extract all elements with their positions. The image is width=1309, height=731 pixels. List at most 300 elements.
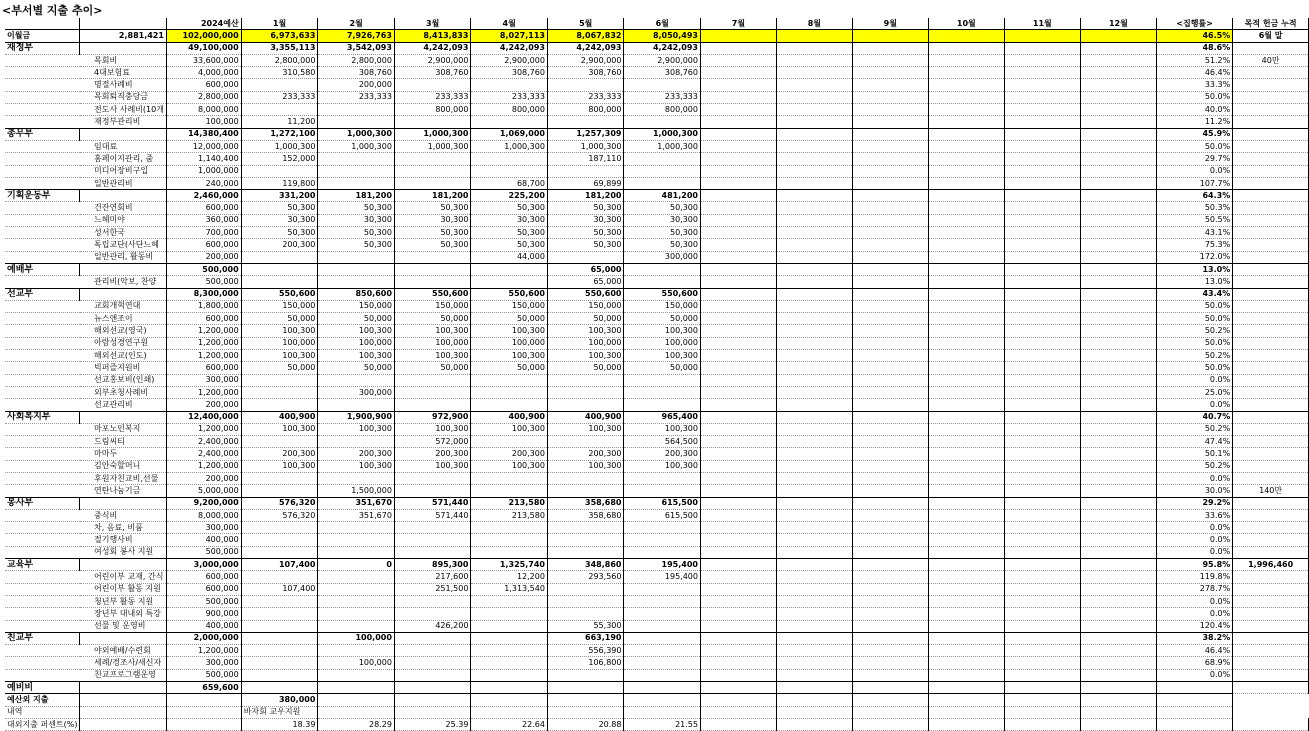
rate-cell: 46.4% bbox=[1156, 645, 1232, 657]
month-cell bbox=[1004, 165, 1080, 177]
rate-cell: 0.0% bbox=[1156, 165, 1232, 177]
month-cell bbox=[1080, 214, 1156, 226]
month-cell bbox=[928, 362, 1004, 374]
budget-cell: 1,200,000 bbox=[166, 645, 241, 657]
month-cell bbox=[852, 128, 928, 140]
month-cell bbox=[852, 423, 928, 435]
item-name: 친교프로그램운영 bbox=[80, 669, 166, 681]
month-cell: 50,300 bbox=[241, 202, 318, 214]
month-cell bbox=[852, 583, 928, 595]
budget-cell: 600,000 bbox=[166, 313, 241, 325]
month-cell bbox=[700, 79, 776, 91]
month-cell bbox=[624, 682, 701, 694]
month-cell bbox=[852, 104, 928, 116]
month-cell: 1,900,900 bbox=[318, 411, 395, 423]
budget-cell: 12,000,000 bbox=[166, 140, 241, 152]
month-cell bbox=[928, 104, 1004, 116]
item-cell-blank bbox=[5, 350, 80, 362]
budget-cell: 500,000 bbox=[166, 546, 241, 558]
item-cell-blank bbox=[5, 485, 80, 497]
month-cell bbox=[928, 67, 1004, 79]
month-cell bbox=[624, 583, 701, 595]
month-cell bbox=[547, 116, 624, 128]
budget-cell: 12,400,000 bbox=[166, 411, 241, 423]
month-cell bbox=[471, 276, 548, 288]
month-cell: 50,000 bbox=[471, 362, 548, 374]
item-name: 여성회 봉사 지원 bbox=[80, 546, 166, 558]
month-cell bbox=[318, 595, 395, 607]
header-month: 11월 bbox=[1004, 18, 1080, 30]
item-row bbox=[5, 227, 1309, 239]
month-cell bbox=[852, 54, 928, 66]
item-name: 차, 음료, 비품 bbox=[80, 522, 166, 534]
month-cell bbox=[700, 128, 776, 140]
month-cell bbox=[700, 239, 776, 251]
month-cell bbox=[852, 595, 928, 607]
month-cell bbox=[1080, 657, 1156, 669]
budget-cell: 500,000 bbox=[166, 669, 241, 681]
month-cell bbox=[547, 595, 624, 607]
month-cell: 50,000 bbox=[547, 313, 624, 325]
item-row bbox=[5, 583, 1309, 595]
month-cell: 358,680 bbox=[547, 509, 624, 521]
month-cell: 0 bbox=[318, 559, 395, 571]
budget-cell: 659,600 bbox=[166, 682, 241, 694]
item-row bbox=[5, 54, 1309, 66]
month-cell: 68,700 bbox=[471, 177, 548, 189]
month-cell bbox=[776, 436, 852, 448]
carry-note: 6월 말 bbox=[1233, 30, 1309, 42]
month-cell bbox=[1080, 190, 1156, 202]
month-cell bbox=[776, 337, 852, 349]
month-cell: 50,000 bbox=[241, 362, 318, 374]
item-row bbox=[5, 620, 1309, 632]
month-cell bbox=[624, 595, 701, 607]
month-cell bbox=[1004, 337, 1080, 349]
month-cell bbox=[471, 79, 548, 91]
month-cell bbox=[700, 337, 776, 349]
note-cell: 140만 bbox=[1233, 485, 1309, 497]
month-cell: 100,300 bbox=[471, 325, 548, 337]
rate-cell: 47.4% bbox=[1156, 436, 1232, 448]
month-cell bbox=[1004, 104, 1080, 116]
month-cell bbox=[547, 79, 624, 91]
month-cell bbox=[1004, 67, 1080, 79]
month-cell bbox=[241, 472, 318, 484]
month-cell bbox=[1004, 423, 1080, 435]
month-cell bbox=[852, 669, 928, 681]
month-cell bbox=[852, 263, 928, 275]
month-cell bbox=[776, 67, 852, 79]
month-cell bbox=[1004, 448, 1080, 460]
month-cell: 308,760 bbox=[624, 67, 701, 79]
item-name: 교회개혁연대 bbox=[80, 300, 166, 312]
month-cell bbox=[852, 534, 928, 546]
month-cell: 251,500 bbox=[394, 583, 471, 595]
month-cell bbox=[1080, 153, 1156, 165]
month-cell bbox=[1004, 362, 1080, 374]
item-cell-blank bbox=[5, 436, 80, 448]
month-cell bbox=[776, 288, 852, 300]
budget-cell: 8,000,000 bbox=[166, 104, 241, 116]
carry-month bbox=[776, 30, 852, 42]
month-cell bbox=[852, 202, 928, 214]
month-cell bbox=[776, 177, 852, 189]
month-cell bbox=[1080, 411, 1156, 423]
month-cell: 30,300 bbox=[241, 214, 318, 226]
month-cell bbox=[928, 202, 1004, 214]
month-cell: 181,200 bbox=[547, 190, 624, 202]
month-cell bbox=[1080, 276, 1156, 288]
month-cell bbox=[776, 448, 852, 460]
item-row bbox=[5, 362, 1309, 374]
header-month: 6월 bbox=[624, 18, 701, 30]
month-cell: 100,000 bbox=[318, 337, 395, 349]
item-cell-blank bbox=[80, 559, 166, 571]
month-cell bbox=[776, 300, 852, 312]
month-cell: 972,900 bbox=[394, 411, 471, 423]
budget-cell: 8,300,000 bbox=[166, 288, 241, 300]
month-cell bbox=[776, 104, 852, 116]
note-cell bbox=[1233, 227, 1309, 239]
item-cell-blank bbox=[5, 79, 80, 91]
month-cell: 2,900,000 bbox=[471, 54, 548, 66]
item-cell-blank bbox=[80, 128, 166, 140]
month-cell: 100,000 bbox=[394, 337, 471, 349]
month-cell: 1,069,000 bbox=[471, 128, 548, 140]
note-cell bbox=[1233, 116, 1309, 128]
month-cell bbox=[852, 300, 928, 312]
budget-cell: 8,000,000 bbox=[166, 509, 241, 521]
item-row bbox=[5, 386, 1309, 398]
item-cell-blank bbox=[5, 91, 80, 103]
month-cell: 1,000,300 bbox=[318, 140, 395, 152]
month-cell bbox=[241, 436, 318, 448]
item-name: 드림씨티 bbox=[80, 436, 166, 448]
rate-cell: 172.0% bbox=[1156, 251, 1232, 263]
month-cell bbox=[852, 448, 928, 460]
item-row bbox=[5, 116, 1309, 128]
month-cell bbox=[776, 313, 852, 325]
item-row bbox=[5, 534, 1309, 546]
header-month: 3월 bbox=[394, 18, 471, 30]
month-cell bbox=[318, 534, 395, 546]
item-name: 마포노인복지 bbox=[80, 423, 166, 435]
month-cell bbox=[852, 42, 928, 54]
month-cell bbox=[928, 79, 1004, 91]
month-cell bbox=[852, 620, 928, 632]
month-cell: 351,670 bbox=[318, 497, 395, 509]
month-cell: 576,320 bbox=[241, 497, 318, 509]
month-cell bbox=[700, 177, 776, 189]
month-cell: 1,000,300 bbox=[624, 128, 701, 140]
month-cell bbox=[318, 546, 395, 558]
note-cell bbox=[1233, 337, 1309, 349]
month-cell bbox=[394, 116, 471, 128]
month-cell: 800,000 bbox=[471, 104, 548, 116]
item-name: 선물 및 운영비 bbox=[80, 620, 166, 632]
header-month: 9월 bbox=[852, 18, 928, 30]
month-cell bbox=[700, 276, 776, 288]
month-cell bbox=[928, 153, 1004, 165]
carry-month: 7,926,763 bbox=[318, 30, 395, 42]
note-cell bbox=[1233, 325, 1309, 337]
month-cell: 1,000,300 bbox=[318, 128, 395, 140]
month-cell: 308,760 bbox=[318, 67, 395, 79]
month-cell: 233,333 bbox=[241, 91, 318, 103]
month-cell bbox=[700, 411, 776, 423]
month-cell bbox=[1004, 227, 1080, 239]
note-cell bbox=[1233, 79, 1309, 91]
month-cell bbox=[241, 682, 318, 694]
month-cell bbox=[928, 423, 1004, 435]
item-row bbox=[5, 337, 1309, 349]
month-cell bbox=[700, 214, 776, 226]
month-cell: 50,300 bbox=[394, 202, 471, 214]
month-cell bbox=[852, 362, 928, 374]
header-month: 7월 bbox=[700, 18, 776, 30]
month-cell bbox=[1080, 608, 1156, 620]
rate-cell: 13.0% bbox=[1156, 263, 1232, 275]
budget-cell: 4,000,000 bbox=[166, 67, 241, 79]
month-cell bbox=[700, 325, 776, 337]
dept-row bbox=[5, 263, 1309, 275]
month-cell bbox=[394, 669, 471, 681]
month-cell bbox=[700, 153, 776, 165]
month-cell: 100,300 bbox=[547, 460, 624, 472]
dept-name: 재정부 bbox=[5, 42, 80, 54]
note-cell bbox=[1233, 571, 1309, 583]
month-cell bbox=[1080, 448, 1156, 460]
month-cell bbox=[928, 522, 1004, 534]
item-row bbox=[5, 571, 1309, 583]
month-cell bbox=[852, 522, 928, 534]
month-cell bbox=[1004, 276, 1080, 288]
month-cell bbox=[928, 534, 1004, 546]
month-cell bbox=[700, 374, 776, 386]
month-cell bbox=[547, 682, 624, 694]
month-cell bbox=[1004, 571, 1080, 583]
month-cell bbox=[928, 350, 1004, 362]
month-cell bbox=[852, 632, 928, 644]
header-month: 4월 bbox=[471, 18, 548, 30]
rate-cell: 0.0% bbox=[1156, 534, 1232, 546]
month-cell bbox=[1004, 534, 1080, 546]
month-cell bbox=[394, 657, 471, 669]
note-cell bbox=[1233, 350, 1309, 362]
month-cell: 213,580 bbox=[471, 497, 548, 509]
month-cell: 200,300 bbox=[318, 448, 395, 460]
month-cell: 550,600 bbox=[241, 288, 318, 300]
rate-cell: 50.0% bbox=[1156, 362, 1232, 374]
month-cell bbox=[624, 263, 701, 275]
month-cell: 50,300 bbox=[624, 239, 701, 251]
month-cell bbox=[318, 276, 395, 288]
budget-cell: 2,000,000 bbox=[166, 632, 241, 644]
month-cell: 50,000 bbox=[241, 313, 318, 325]
item-name: 재정부관리비 bbox=[80, 116, 166, 128]
item-cell-blank bbox=[5, 214, 80, 226]
header-month: 1월 bbox=[241, 18, 318, 30]
rate-cell: 50.2% bbox=[1156, 325, 1232, 337]
item-cell-blank bbox=[5, 239, 80, 251]
month-cell bbox=[928, 91, 1004, 103]
month-cell: 200,000 bbox=[318, 79, 395, 91]
item-cell-blank bbox=[5, 300, 80, 312]
month-cell bbox=[241, 632, 318, 644]
header-budget: 2024예산 bbox=[166, 18, 241, 30]
month-cell bbox=[318, 374, 395, 386]
month-cell: 100,300 bbox=[624, 423, 701, 435]
budget-cell: 200,000 bbox=[166, 399, 241, 411]
month-cell bbox=[1004, 472, 1080, 484]
month-cell bbox=[624, 153, 701, 165]
month-cell bbox=[928, 583, 1004, 595]
dept-row bbox=[5, 559, 1309, 571]
rate-cell: 119.8% bbox=[1156, 571, 1232, 583]
item-name: 청년부 활동 지원 bbox=[80, 595, 166, 607]
month-cell bbox=[1080, 583, 1156, 595]
month-cell bbox=[1080, 67, 1156, 79]
item-cell-blank bbox=[80, 632, 166, 644]
month-cell: 100,300 bbox=[318, 460, 395, 472]
month-cell bbox=[241, 669, 318, 681]
month-cell bbox=[776, 276, 852, 288]
month-cell bbox=[928, 227, 1004, 239]
month-cell bbox=[547, 165, 624, 177]
month-cell bbox=[928, 436, 1004, 448]
month-cell bbox=[1080, 251, 1156, 263]
budget-cell: 14,380,400 bbox=[166, 128, 241, 140]
note-cell bbox=[1233, 534, 1309, 546]
item-row bbox=[5, 177, 1309, 189]
item-name: 건잔연회비 bbox=[80, 202, 166, 214]
item-row bbox=[5, 79, 1309, 91]
month-cell bbox=[471, 657, 548, 669]
month-cell bbox=[852, 657, 928, 669]
month-cell bbox=[394, 386, 471, 398]
month-cell bbox=[1080, 288, 1156, 300]
month-cell bbox=[1004, 682, 1080, 694]
month-cell bbox=[1080, 522, 1156, 534]
month-cell: 615,500 bbox=[624, 509, 701, 521]
note-cell bbox=[1233, 313, 1309, 325]
month-cell bbox=[394, 645, 471, 657]
month-cell bbox=[1004, 657, 1080, 669]
item-row bbox=[5, 423, 1309, 435]
month-cell: 308,760 bbox=[394, 67, 471, 79]
month-cell bbox=[852, 325, 928, 337]
month-cell bbox=[241, 608, 318, 620]
month-cell bbox=[1080, 497, 1156, 509]
month-cell: 187,110 bbox=[547, 153, 624, 165]
month-cell: 100,000 bbox=[547, 337, 624, 349]
month-cell bbox=[928, 54, 1004, 66]
month-cell bbox=[776, 165, 852, 177]
month-cell bbox=[928, 669, 1004, 681]
month-cell bbox=[700, 522, 776, 534]
header-blank bbox=[80, 18, 166, 30]
spending-table bbox=[5, 18, 1309, 731]
month-cell bbox=[928, 386, 1004, 398]
month-cell: 100,000 bbox=[624, 337, 701, 349]
month-cell bbox=[241, 263, 318, 275]
month-cell bbox=[1080, 386, 1156, 398]
item-cell-blank bbox=[80, 190, 166, 202]
budget-cell: 600,000 bbox=[166, 583, 241, 595]
month-cell bbox=[471, 165, 548, 177]
month-cell: 100,300 bbox=[547, 325, 624, 337]
item-row bbox=[5, 472, 1309, 484]
rate-cell: 45.9% bbox=[1156, 128, 1232, 140]
item-cell-blank bbox=[5, 657, 80, 669]
month-cell bbox=[776, 399, 852, 411]
month-cell bbox=[852, 485, 928, 497]
dept-name: 총무부 bbox=[5, 128, 80, 140]
item-name: 뉴스앤조이 bbox=[80, 313, 166, 325]
rate-cell: 43.1% bbox=[1156, 227, 1232, 239]
month-cell: 100,000 bbox=[241, 337, 318, 349]
month-cell: 50,300 bbox=[394, 239, 471, 251]
budget-cell: 2,400,000 bbox=[166, 448, 241, 460]
budget-cell: 600,000 bbox=[166, 362, 241, 374]
month-cell bbox=[852, 288, 928, 300]
month-cell bbox=[1004, 350, 1080, 362]
month-cell bbox=[776, 645, 852, 657]
month-cell: 107,400 bbox=[241, 583, 318, 595]
month-cell bbox=[471, 669, 548, 681]
month-cell: 150,000 bbox=[547, 300, 624, 312]
rate-cell: 0.0% bbox=[1156, 669, 1232, 681]
budget-cell: 1,200,000 bbox=[166, 460, 241, 472]
item-name: 해외선교(영국) bbox=[80, 325, 166, 337]
rate-cell: 0.0% bbox=[1156, 522, 1232, 534]
month-cell bbox=[852, 190, 928, 202]
month-cell bbox=[852, 67, 928, 79]
month-cell bbox=[1004, 620, 1080, 632]
item-row bbox=[5, 300, 1309, 312]
month-cell bbox=[852, 251, 928, 263]
month-cell bbox=[928, 325, 1004, 337]
month-cell bbox=[928, 559, 1004, 571]
month-cell bbox=[624, 116, 701, 128]
month-cell bbox=[776, 350, 852, 362]
month-cell bbox=[776, 608, 852, 620]
month-cell bbox=[1004, 128, 1080, 140]
rate-cell: 50.2% bbox=[1156, 460, 1232, 472]
month-cell bbox=[394, 79, 471, 91]
item-name: 마마두 bbox=[80, 448, 166, 460]
month-cell: 4,242,093 bbox=[547, 42, 624, 54]
month-cell bbox=[776, 485, 852, 497]
month-cell bbox=[852, 350, 928, 362]
month-cell bbox=[241, 534, 318, 546]
month-cell bbox=[852, 337, 928, 349]
item-row bbox=[5, 313, 1309, 325]
month-cell bbox=[394, 472, 471, 484]
month-cell bbox=[471, 595, 548, 607]
month-cell: 233,333 bbox=[471, 91, 548, 103]
month-cell: 100,300 bbox=[471, 423, 548, 435]
note-cell bbox=[1233, 128, 1309, 140]
month-cell bbox=[241, 620, 318, 632]
budget-cell: 1,200,000 bbox=[166, 386, 241, 398]
month-cell: 50,000 bbox=[547, 362, 624, 374]
month-cell bbox=[852, 546, 928, 558]
month-cell: 1,500,000 bbox=[318, 485, 395, 497]
month-cell: 965,400 bbox=[624, 411, 701, 423]
dept-name: 사회복지부 bbox=[5, 411, 80, 423]
